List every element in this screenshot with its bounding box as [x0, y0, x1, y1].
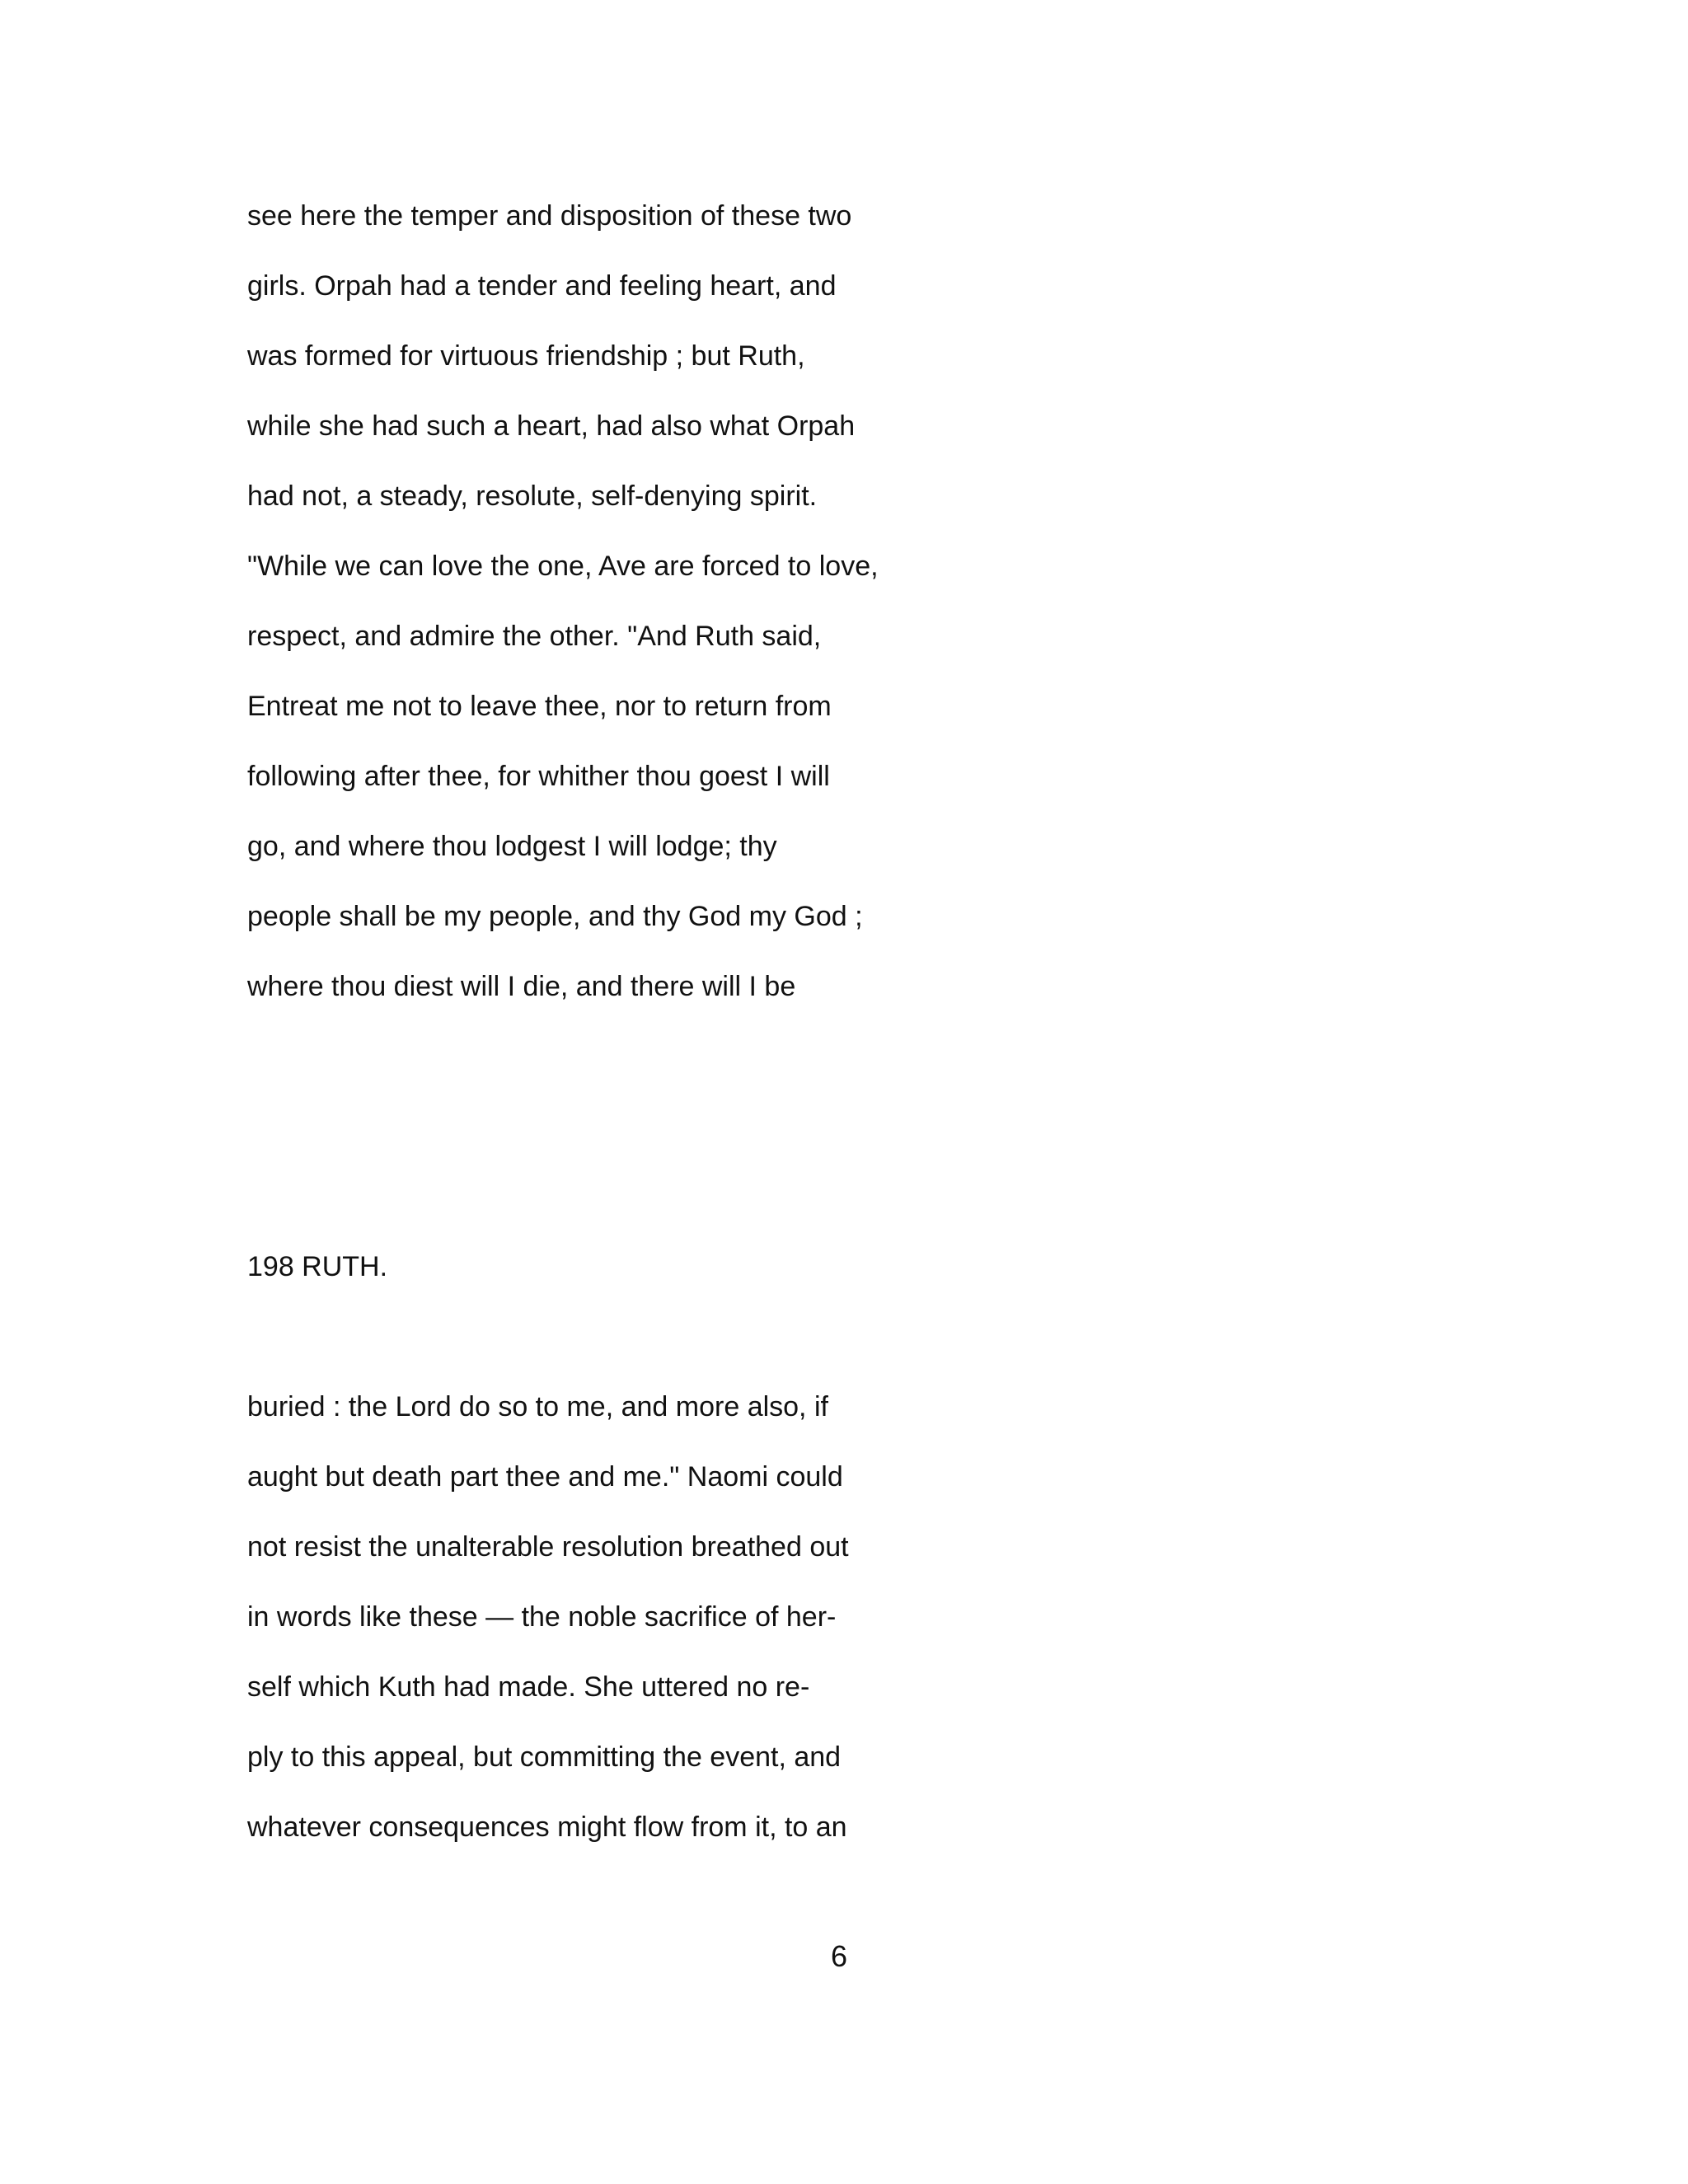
text-line: Entreat me not to leave thee, nor to return from — [247, 691, 832, 722]
text-line: buried : the Lord do so to me, and more also, if — [247, 1391, 828, 1422]
text-line: not resist the unalterable resolution breathed out — [247, 1531, 849, 1563]
text-line: "While we can love the one, Ave are forced to love, — [247, 551, 879, 582]
text-line: had not, a steady, resolute, self-denying spirit. — [247, 480, 818, 512]
text-line: go, and where thou lodgest I will lodge; thy — [247, 831, 777, 862]
text-line: whatever consequences might flow from it, to an — [247, 1811, 847, 1843]
text-line: self which Kuth had made. She uttered no re- — [247, 1671, 810, 1703]
text-line: girls. Orpah had a tender and feeling heart, and — [247, 270, 837, 302]
text-line: ply to this appeal, but committing the event, and — [247, 1741, 842, 1773]
page-number: 6 — [831, 1939, 848, 1973]
text-line: aught but death part thee and me." Naomi could — [247, 1461, 843, 1493]
text-line: in words like these — the noble sacrifice of her- — [247, 1601, 837, 1633]
text-line: following after thee, for whither thou goest I will — [247, 761, 830, 792]
text-line: people shall be my people, and thy God my God ; — [247, 901, 863, 932]
text-line: while she had such a heart, had also what Orpah — [247, 410, 856, 442]
text-line: respect, and admire the other. "And Ruth said, — [247, 621, 822, 652]
text-line: see here the temper and disposition of these two — [247, 200, 852, 232]
text-line: where thou diest will I die, and there will I be — [247, 971, 796, 1002]
running-header: 198 RUTH. — [247, 1251, 388, 1282]
text-line: was formed for virtuous friendship ; but Ruth, — [247, 340, 805, 372]
